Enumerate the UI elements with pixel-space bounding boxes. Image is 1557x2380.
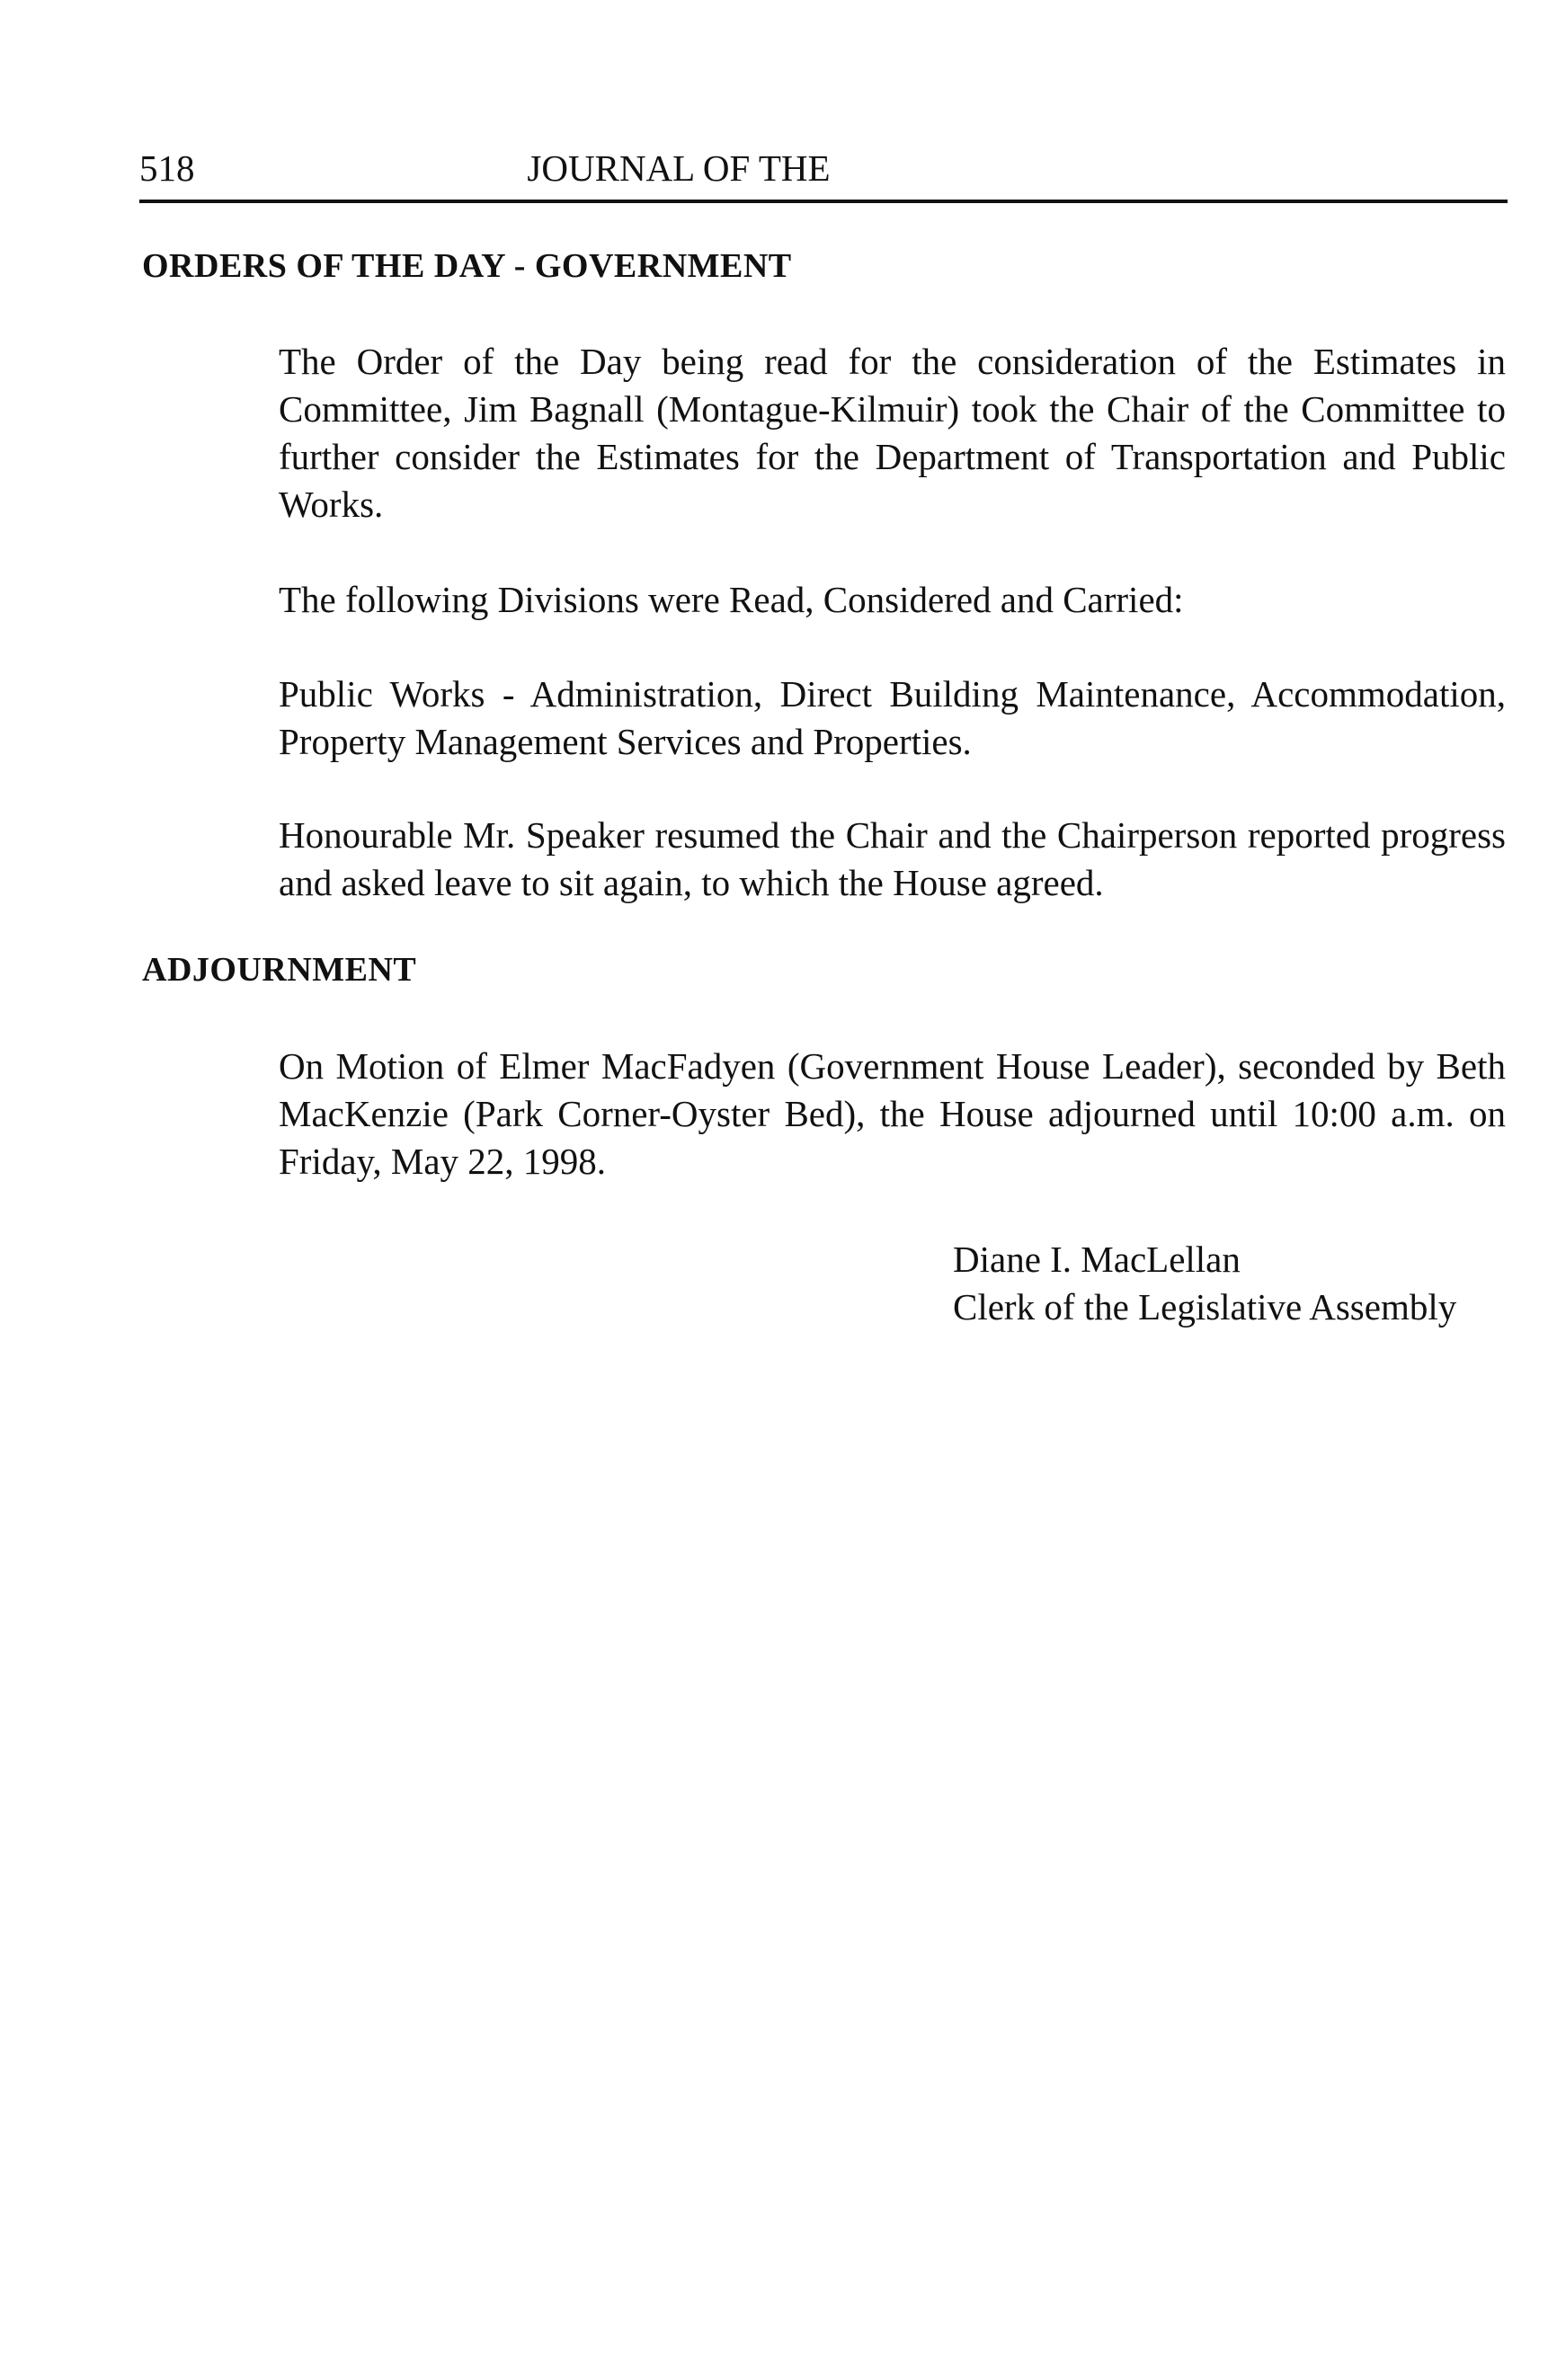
paragraph-divisions-intro: The following Divisions were Read, Considered and Carried: (279, 579, 1184, 620)
page-header (139, 144, 1508, 203)
paragraph-adjournment-motion: On Motion of Elmer MacFadyen (Government House Leader), seconded by Beth MacKenzie (Park Corner-Oyster Bed), the House adjourned until 10:00 a.m. on Friday, May 22, 1998. (279, 1045, 1506, 1182)
signature-name: Diane I. MacLellan (953, 1239, 1241, 1280)
orders-of-the-day-heading: ORDERS OF THE DAY - GOVERNMENT (142, 247, 792, 285)
paragraph-committee: The Order of the Day being read for the consideration of the Estimates in Committee, Jim Bagnall (Montague-Kilmuir) took the Chair of the Committee to further consider the Estimates for the Department of Transportation and Public Works. (279, 341, 1506, 525)
paragraph-divisions-list: Public Works - Administration, Direct Building Maintenance, Accommodation, Property Management Services and Properties. (279, 673, 1506, 762)
signature-block (953, 1236, 1456, 1331)
paragraph-speaker-resumed: Honourable Mr. Speaker resumed the Chair and the Chairperson reported progress and asked leave to sit again, to which the House agreed. (279, 814, 1506, 903)
running-title: JOURNAL OF THE (527, 147, 831, 189)
page-number: 518 (139, 147, 195, 189)
adjournment-heading: ADJOURNMENT (142, 951, 417, 989)
signature-title: Clerk of the Legislative Assembly (953, 1286, 1457, 1328)
